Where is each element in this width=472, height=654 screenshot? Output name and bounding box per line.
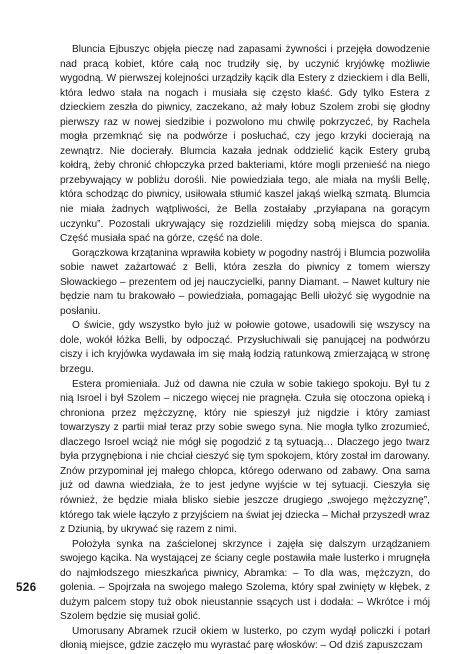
paragraph: Bluncia Ejbuszyc objęła pieczę nad zapasami żywności i przejęła dowodzenie nad pracą kobiet, które całą noc trudziły się, by uczynić kryjówkę możliwie wygodną. W pierwszej kolejności urządziły kącik dla Estery z dzieckiem i dla Belli, która ledwo stała na nogach i musiała się często kłaść. Gdy tylko Estera z dzieckiem zeszła do piwnicy, zaczekano, aż mały łobuz Szolem zrobi się głodny pierwszy raz w nowej siedzibie i pozwolono mu chwilę pokrzyczeć, by Rachela mogła przemknąć się na podwórze i posłuchać, czy jego krzyki docierają na zewnątrz. Nie docierały. Blumcia kazała jednak oddzielić kącik Estery grubą kołdrą, żeby chronić chłopczyka przed bakteriami, które mogli przenieść na niego przebywający w pobliżu dorośli. Nie powiedziała tego, ale miała na myśli Bellę, która schodząc do piwnicy, usiłowała stłumić kaszel jakąś wielką szmatą. Blumcia nie miała żadnych wątpliwości, że Bella zostałaby „przyłapana na gorącym uczynku”. Pozostali ukrywający się rozdzielili między sobą miejsca do spania. Część musiała spać na górze, część na dole. bbox=[60, 44, 430, 245]
page-number: 526 bbox=[16, 582, 37, 594]
paragraph: Gorączkowa krzątanina wprawiła kobiety w pogodny nastrój i Blumcia pozwoliła sobie nawet zażartować z Belli, która zeszła do piwnicy z tomem wierszy Słowackiego – prezentem od jej nauczycielki, panny Diamant. – Nawet kultury nie będzie nam tu brakowało – powiedziała, pomagając Belli ułożyć się wygodnie na posłaniu. bbox=[60, 247, 430, 317]
paragraph: Umorusany Abramek rzucił okiem w lusterko, po czym wydął policzki i potarł dłonią miejsce, gdzie zaczęło mu wyrastać parę włosków: – Od dziś zapuszczam bbox=[60, 625, 430, 652]
paragraph: Estera promieniała. Już od dawna nie czuła w sobie takiego spokoju. Był tu z nią Isroel i był Szolem – niczego więcej nie pragnęła. Czuła się otoczona opieką i chroniona przez mężczyznę, który nie spieszył już nigdzie i który zamiast towarzyszy z partii miał teraz przy sobie swego syna. Nie mogła tylko zrozumieć, dlaczego Isroel wciąż nie mógł się pogodzić z tą sytuacją… Dlaczego jego twarz była przygnębiona i nie chciał cieszyć się tym spokojem, który został im darowany. Znów przypominał jej małego chłopca, którego oderwano od zabawy. Ona sama już od dawna wiedziała, że to jest jedyne wyjście w tej sytuacji. Cieszyła się również, że będzie miała blisko siebie jeszcze drugiego „swojego mężczyznę”, którego tak wiele łączyło z przyjściem na świat jej dziecka – Michał przyszedł wraz z Dziunią, by ukrywać się razem z nimi. bbox=[60, 378, 430, 536]
paragraph: O świcie, gdy wszystko było już w połowie gotowe, usadowili się wszyscy na dole, wokół łóżka Belli, by odpocząć. Przysłuchiwali się panującej na podwórzu ciszy i ich kryjówka wydawała im się małą łodzią ratunkową zmierzającą w stronę brzegu. bbox=[60, 320, 430, 376]
body-text bbox=[60, 43, 430, 654]
paragraph: Położyła synka na zaścielonej skrzynce i zajęła się dalszym urządzaniem swojego kącika. Na wystającej ze ściany cegle postawiła małe lusterko i mrugnęła do najmłodszego mieszkańca piwnicy, Abramka: – To dla was, mężczyzn, do golenia. – Spojrzała na swojego małego Szolema, który spał zwinięty w kłębek, z dużym palcem stopy tuż obok nieustannie ssących ust i dodała: – Wkrótce i mój Szolem będzie się musiał golić. bbox=[60, 538, 430, 623]
